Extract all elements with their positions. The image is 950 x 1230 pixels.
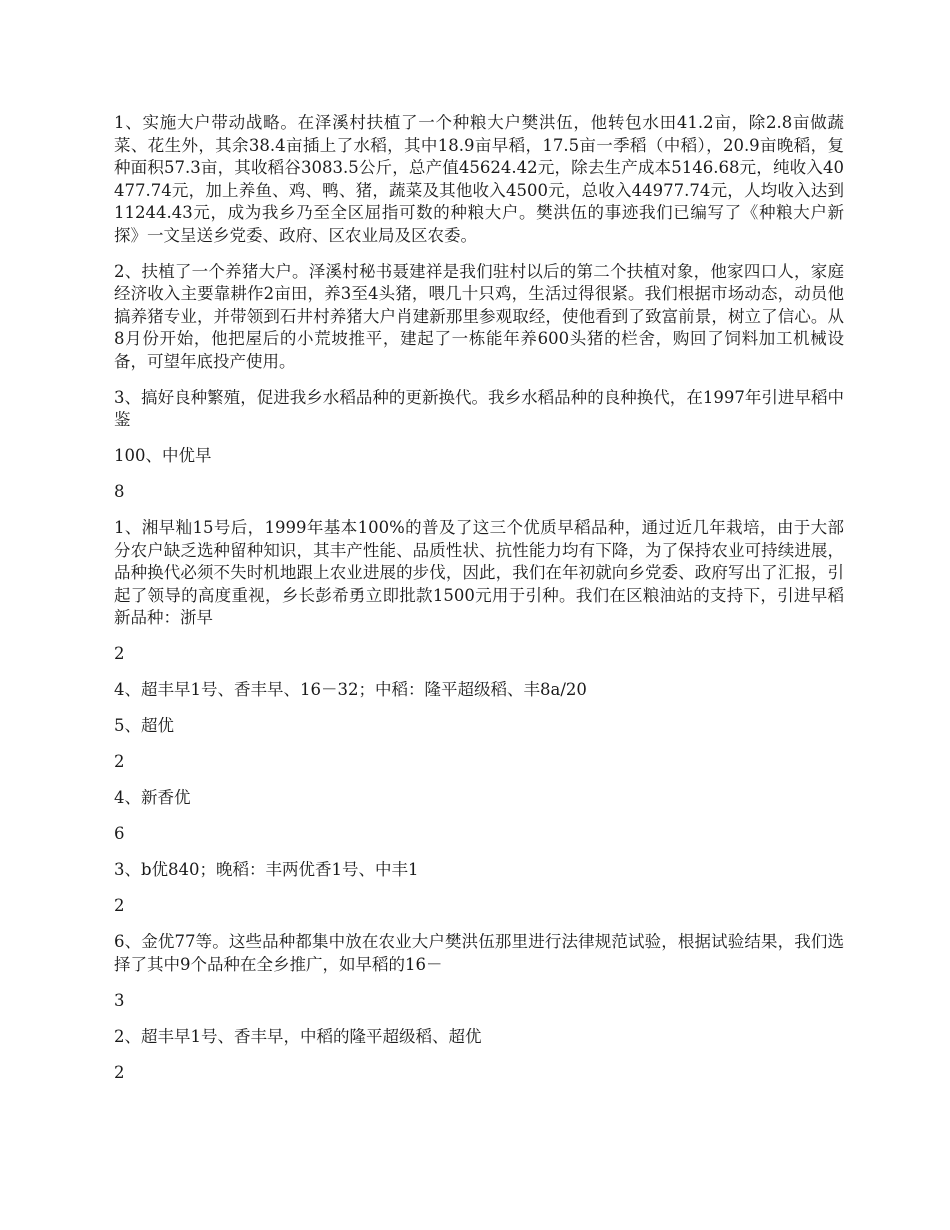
paragraph-17: 2、超丰早1号、香丰早，中稻的隆平超级稻、超优 (114, 1026, 482, 1046)
paragraph-10: 2 (114, 752, 125, 771)
paragraph-15: 6、金优77等。这些品种都集中放在农业大户樊洪伍那里进行法律规范试验，根据试验结果，我们选择了其中9个品种在全乡推广，如早稻的16－ (114, 932, 844, 974)
paragraph-16: 3 (114, 990, 125, 1010)
paragraph-11: 4、新香优 (114, 788, 191, 807)
paragraph-9: 5、超优 (114, 716, 174, 735)
paragraph-7: 2 (114, 644, 125, 663)
paragraph-8: 4、超丰早1号、香丰早、16－32；中稻：隆平超级稻、丰8a/20 (114, 680, 587, 699)
paragraph-18: 2 (114, 1062, 125, 1082)
paragraph-13: 3、b优840；晚稻：丰两优香1号、中丰1 (114, 860, 419, 879)
paragraph-14: 2 (114, 896, 125, 915)
paragraph-12: 6 (114, 824, 125, 843)
paragraph-6: 1、湘早籼15号后，1999年基本100%的普及了这三个优质早稻品种，通过近几年栽培，由于大部分农户缺乏选种留种知识，其丰产性能、品质性状、抗性能力均有下降，为了保持农业可持续进展，品种换代必须不失时机地跟上农业进展的步伐，因此，我们在年初就向乡党委、政府写出了汇报，引起了领导的高度重视，乡长彭希勇立即批款1500元用于引种。我们在区粮油站的支持下，引进早稻新品种：浙早 (114, 518, 844, 627)
paragraph-2: 2、扶植了一个养猪大户。泽溪村秘书聂建祥是我们驻村以后的第二个扶植对象，他家四口人，家庭经济收入主要靠耕作2亩田，养3至4头猪，喂几十只鸡，生活过得很紧。我们根据市场动态，动员他搞养猪专业，并带领到石井村养猪大户肖建新那里参观取经，使他看到了致富前景，树立了信心。从8月份开始，他把屋后的小荒坡推平，建起了一栋能年养600头猪的栏舍，购回了饲料加工机械设备，可望年底投产使用。 (114, 261, 844, 371)
document-body (114, 112, 844, 1098)
paragraph-3: 3、搞好良种繁殖，促进我乡水稻品种的更新换代。我乡水稻品种的良种换代，在1997年引进早稻中鉴 (114, 387, 844, 429)
paragraph-4: 100、中优早 (114, 446, 212, 465)
paragraph-1: 1、实施大户带动战略。在泽溪村扶植了一个种粮大户樊洪伍，他转包水田41.2亩，除2.8亩做蔬菜、花生外，其余38.4亩插上了水稻，其中18.9亩早稻，17.5亩一季稻（中稻），20.9亩晚稻，复种面积57.3亩，其收稻谷3083.5公斤，总产值45624.42元，除去生产成本5146.68元，纯收入40477.74元，加上养鱼、鸡、鸭、猪，蔬菜及其他收入4500元，总收入44977.74元，人均收入达到11244.43元，成为我乡乃至全区屈指可数的种粮大户。樊洪伍的事迹我们已编写了《种粮大户新探》一文呈送乡党委、政府、区农业局及区农委。 (114, 113, 844, 245)
paragraph-5: 8 (114, 482, 125, 501)
